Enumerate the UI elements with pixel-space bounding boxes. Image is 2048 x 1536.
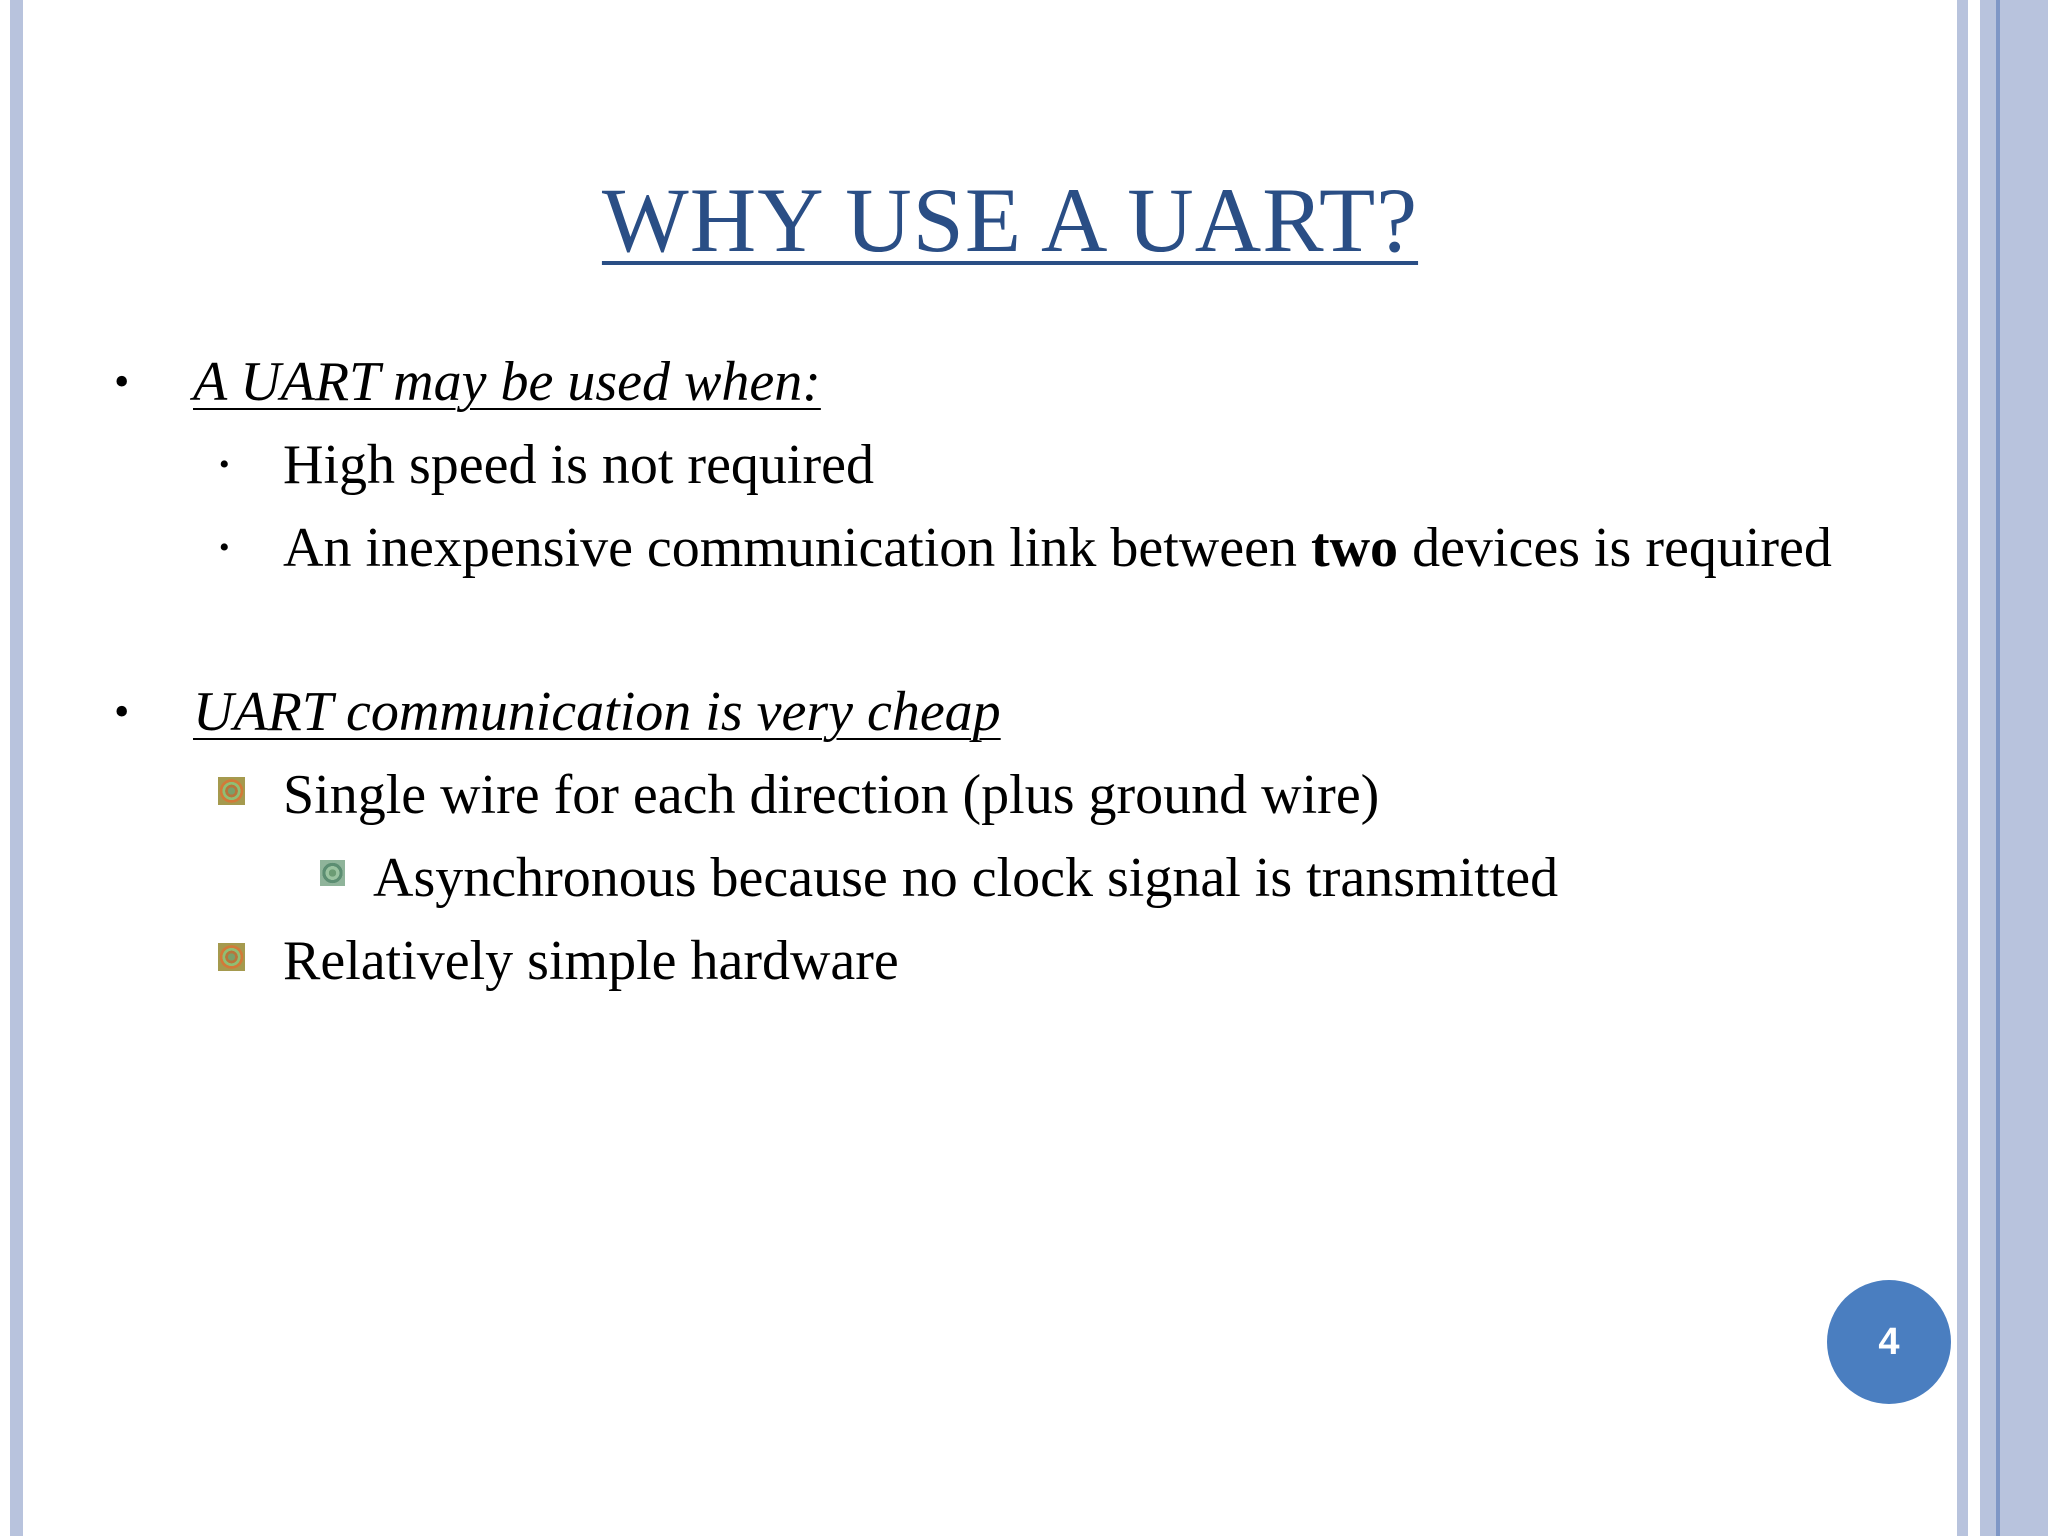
list-item: Relatively simple hardware (283, 930, 899, 992)
section-heading-2 (193, 677, 1001, 747)
square-bullet-icon (218, 777, 245, 805)
list-item: Asynchronous because no clock signal is transmitted (373, 847, 1559, 909)
square-bullet-icon (320, 860, 345, 886)
list-item-text: An inexpensive communication link between (283, 517, 1311, 579)
bullet-dot-icon: • (114, 357, 130, 406)
list-item (283, 513, 1832, 583)
sub-bullet-dot-icon: • (219, 531, 230, 564)
list-item: High speed is not required (283, 434, 874, 496)
list-item: Single wire for each direction (plus ground wire) (283, 764, 1380, 826)
section-heading-1 (193, 347, 821, 417)
bullet-dot-icon: • (114, 687, 130, 736)
square-bullet-icon (218, 943, 245, 971)
page-number-badge: 4 (1827, 1280, 1951, 1404)
sub-bullet-dot-icon: • (219, 448, 230, 481)
list-item-text: devices is required (1398, 517, 1832, 579)
section-heading-1-text: A UART may be used when: (193, 351, 821, 413)
slide-title: WHY USE A UART? (601, 169, 1419, 271)
section-heading-2-text: UART communication is very cheap (193, 681, 1001, 743)
list-item-bold-text: two (1310, 517, 1399, 579)
